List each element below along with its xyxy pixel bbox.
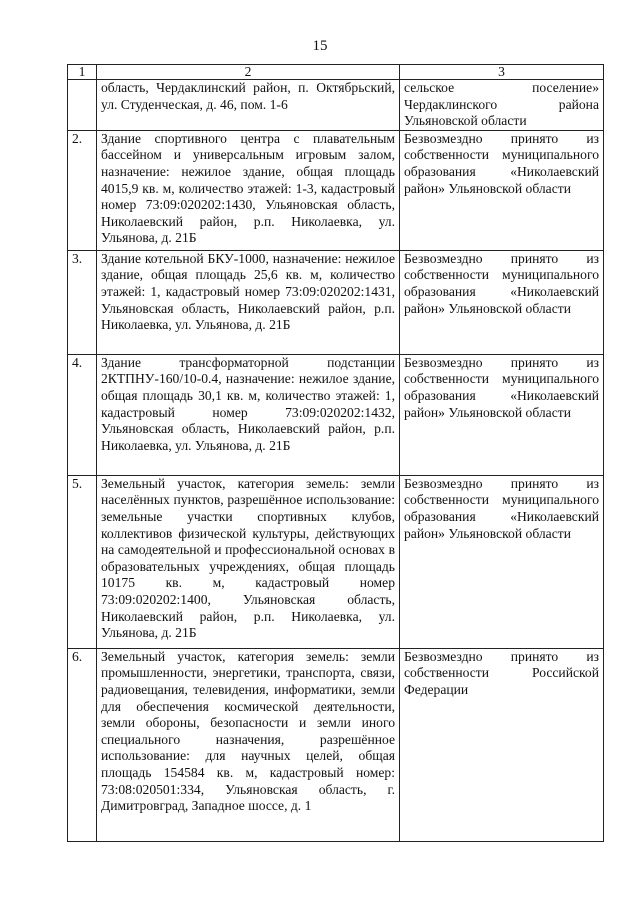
row-number: 5. [68,475,97,648]
row-number [68,80,97,131]
row-number: 6. [68,648,97,841]
property-description: Здание котельной БКУ-1000, назначение: нежилое здание, общая площадь 25,6 кв. м, количество этажей: 1, кадастровый номер 73:09:020202:1431, Ульяновская область, Николаевский район, р.п. Николаевка, ул. Ульянова, д. 21Б [97,250,400,354]
table-header-row [68,65,604,80]
table-row [68,130,604,250]
table-row [68,250,604,354]
table-row [68,80,604,131]
table-row [68,354,604,475]
table-row [68,475,604,648]
table-row [68,648,604,841]
property-description: Земельный участок, категория земель: земли промышленности, энергетики, транспорта, связи, радиовещания, телевидения, информатики, земли для обеспечения космической деятельности, земли обороны, безопасности и земли иного специального назначения, разрешённое использование: для научных целей, общая площадь 154584 кв. м, кадастровый номер: 73:08:020501:334, Ульяновская область, г. Димитровград, Западное шоссе, д. 1 [97,648,400,841]
property-table [67,64,604,842]
property-description: Здание трансформаторной подстанции 2КТПНУ-160/10-0.4, назначение: нежилое здание, общая площадь 30,1 кв. м, количество этажей: 1, кадастровый номер 73:09:020202:1432, Ульяновская область, Николаевский район, р.п. Николаевка, ул. Ульянова, д. 21Б [97,354,400,475]
column-header-number: 1 [68,65,97,80]
ownership-basis: Безвозмездно принято из собственности Российской Федерации [400,648,604,841]
row-number: 4. [68,354,97,475]
ownership-basis: Безвозмездно принято из собственности муниципального образования «Николаевский район» Ульяновской области [400,130,604,250]
property-description: Земельный участок, категория земель: земли населённых пунктов, разрешённое использование: земельные участки спортивных клубов, коллективов физической культуры, действующих на самодеятельной и профессиональной основах в образовательных учреждениях, общая площадь 10175 кв. м, кадастровый номер 73:09:020202:1400, Ульяновская область, Николаевский район, р.п. Николаевка, ул. Ульянова, д. 21Б [97,475,400,648]
property-description: Здание спортивного центра с плавательным бассейном и универсальным игровым залом, назначение: нежилое здание, общая площадь 4015,9 кв. м, количество этажей: 1-3, кадастровый номер 73:09:020202:1430, Ульяновская область, Николаевский район, р.п. Николаевка, ул. Ульянова, д. 21Б [97,130,400,250]
row-number: 3. [68,250,97,354]
column-header-owner: 3 [400,65,604,80]
column-header-description: 2 [97,65,400,80]
property-description: область, Чердаклинский район, п. Октябрьский, ул. Студенческая, д. 46, пом. 1-6 [97,80,400,131]
row-number: 2. [68,130,97,250]
page-number: 15 [312,38,328,54]
ownership-basis: Безвозмездно принято из собственности муниципального образования «Николаевский район» Ульяновской области [400,354,604,475]
ownership-basis: Безвозмездно принято из собственности муниципального образования «Николаевский район» Ульяновской области [400,475,604,648]
ownership-basis: Безвозмездно принято из собственности муниципального образования «Николаевский район» Ульяновской области [400,250,604,354]
ownership-basis: сельское поселение» Чердаклинского района Ульяновской области [400,80,604,131]
